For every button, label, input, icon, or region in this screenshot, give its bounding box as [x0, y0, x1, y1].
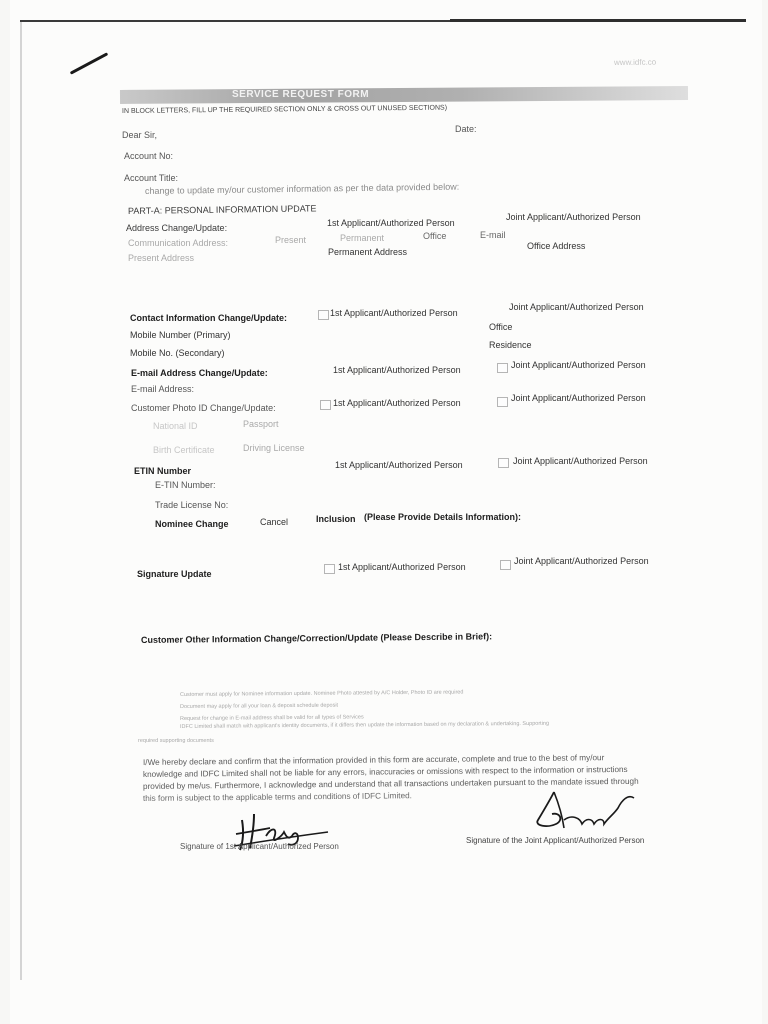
contact-joint-applicant-option[interactable]: Joint Applicant/Authorized Person — [509, 302, 644, 312]
contact-change-label: Contact Information Change/Update: — [130, 313, 287, 323]
note-5: required supporting documents — [138, 738, 214, 744]
communication-address-label: Communication Address: — [128, 238, 229, 248]
photo-first-applicant-option[interactable]: 1st Applicant/Authorized Person — [333, 398, 461, 408]
nominee-change-label: Nominee Change — [155, 519, 229, 529]
note-3: Request for change in E-mail address shall be valid for all types of Services — [179, 714, 364, 722]
permanent-option[interactable]: Permanent — [340, 233, 385, 243]
other-info-label: Customer Other Information Change/Correction/Update (Please Describe in Brief): — [140, 631, 493, 645]
photo-id-change-label: Customer Photo ID Change/Update: — [131, 403, 276, 413]
photo-first-checkbox[interactable] — [320, 400, 331, 410]
photo-joint-checkbox[interactable] — [497, 397, 508, 407]
office-phone-label[interactable]: Office — [489, 322, 513, 332]
note-2: Document may apply for all your loan & deposit schedule deposit — [179, 702, 339, 710]
top-rule-thick — [450, 19, 746, 22]
declaration-line-4: this form is subject to the applicable terms and conditions of IDFC Limited. — [142, 791, 412, 803]
etin-label: ETIN Number — [134, 466, 192, 476]
website-url: www.idfc.co — [613, 57, 657, 67]
passport-option[interactable]: Passport — [243, 419, 279, 429]
joint-applicant-signature-label: Signature of the Joint Applicant/Authorized Person — [466, 836, 645, 845]
dear-sir: Dear Sir, — [122, 130, 158, 140]
form-instructions: IN BLOCK LETTERS, FILL UP THE REQUIRED SECTION ONLY & CROSS OUT UNUSED SECTIONS) — [121, 104, 448, 115]
note-4: IDFC Limited shall match with applicant's identity documents, if it differs then update the information based on my declaration & undertaking. Supporting — [179, 720, 550, 730]
mobile-secondary-label[interactable]: Mobile No. (Secondary) — [130, 348, 225, 358]
present-option[interactable]: Present — [275, 235, 307, 245]
nominee-inclusion-option[interactable]: Inclusion — [316, 514, 356, 524]
account-title-label[interactable]: Account Title: — [124, 173, 179, 183]
sigupd-first-applicant-option[interactable]: 1st Applicant/Authorized Person — [338, 562, 466, 572]
email-joint-checkbox[interactable] — [497, 363, 508, 373]
mobile-primary-label[interactable]: Mobile Number (Primary) — [130, 330, 231, 340]
email-joint-applicant-option[interactable]: Joint Applicant/Authorized Person — [511, 360, 646, 370]
address-joint-applicant-option[interactable]: Joint Applicant/Authorized Person — [506, 212, 641, 222]
intro-text: change to update my/our customer information as per the data provided below: — [144, 181, 460, 196]
present-address-label[interactable]: Present Address — [128, 253, 195, 263]
etin-joint-applicant-option[interactable]: Joint Applicant/Authorized Person — [513, 456, 648, 466]
declaration-line-2: knowledge and IDFC Limited shall not be liable for any errors, inaccuracies or omissions with respect to the information or instructions — [142, 764, 628, 779]
etin-joint-checkbox[interactable] — [498, 458, 509, 468]
etin-first-applicant-option[interactable]: 1st Applicant/Authorized Person — [335, 460, 463, 470]
note-1: Customer must apply for Nominee information update. Nominee Photo attested by A/C Holder, Photo ID are required — [179, 689, 464, 698]
joint-applicant-signature — [524, 784, 644, 834]
address-change-label: Address Change/Update: — [126, 223, 228, 233]
sigupd-joint-checkbox[interactable] — [500, 560, 511, 570]
sigupd-joint-applicant-option[interactable]: Joint Applicant/Authorized Person — [514, 556, 649, 566]
email-address-label[interactable]: E-mail Address: — [131, 384, 195, 394]
office-option[interactable]: Office — [423, 231, 447, 241]
email-change-label: E-mail Address Change/Update: — [131, 368, 268, 378]
residence-phone-label[interactable]: Residence — [489, 340, 532, 350]
sigupd-first-checkbox[interactable] — [324, 564, 335, 574]
account-no-label[interactable]: Account No: — [124, 151, 174, 161]
date-label[interactable]: Date: — [455, 124, 477, 134]
birth-certificate-option[interactable]: Birth Certificate — [153, 445, 215, 455]
first-applicant-signature-label: Signature of 1st Applicant/Authorized Person — [180, 842, 339, 851]
contact-first-checkbox[interactable] — [318, 310, 329, 320]
office-address-label[interactable]: Office Address — [527, 241, 586, 251]
address-first-applicant-option[interactable]: 1st Applicant/Authorized Person — [327, 218, 455, 228]
email-option[interactable]: E-mail — [480, 230, 506, 240]
email-first-applicant-option[interactable]: 1st Applicant/Authorized Person — [333, 365, 461, 375]
part-a-heading: PART-A: PERSONAL INFORMATION UPDATE — [127, 203, 317, 216]
trade-license-label[interactable]: Trade License No: — [155, 500, 229, 510]
permanent-address-label[interactable]: Permanent Address — [328, 247, 408, 257]
declaration-line-3: provided by me/us. Furthermore, I acknowledge and understand that all transactions undertaken pursuant to the mandate issued through — [142, 776, 639, 791]
nominee-cancel-option[interactable]: Cancel — [260, 517, 289, 527]
contact-first-applicant-option[interactable]: 1st Applicant/Authorized Person — [330, 308, 458, 318]
signature-update-label: Signature Update — [137, 569, 212, 579]
nominee-details-note: (Please Provide Details Information): — [364, 512, 522, 522]
photo-joint-applicant-option[interactable]: Joint Applicant/Authorized Person — [511, 393, 646, 403]
declaration-line-1: I/We hereby declare and confirm that the information provided in this form are accurate, complete and true to the best of my/our — [142, 753, 605, 767]
etin-number-label[interactable]: E-TIN Number: — [155, 480, 216, 490]
form-title: SERVICE REQUEST FORM — [232, 89, 370, 100]
scan-edge — [20, 20, 22, 980]
driving-license-option[interactable]: Driving License — [243, 443, 305, 453]
national-id-option[interactable]: National ID — [153, 421, 198, 431]
